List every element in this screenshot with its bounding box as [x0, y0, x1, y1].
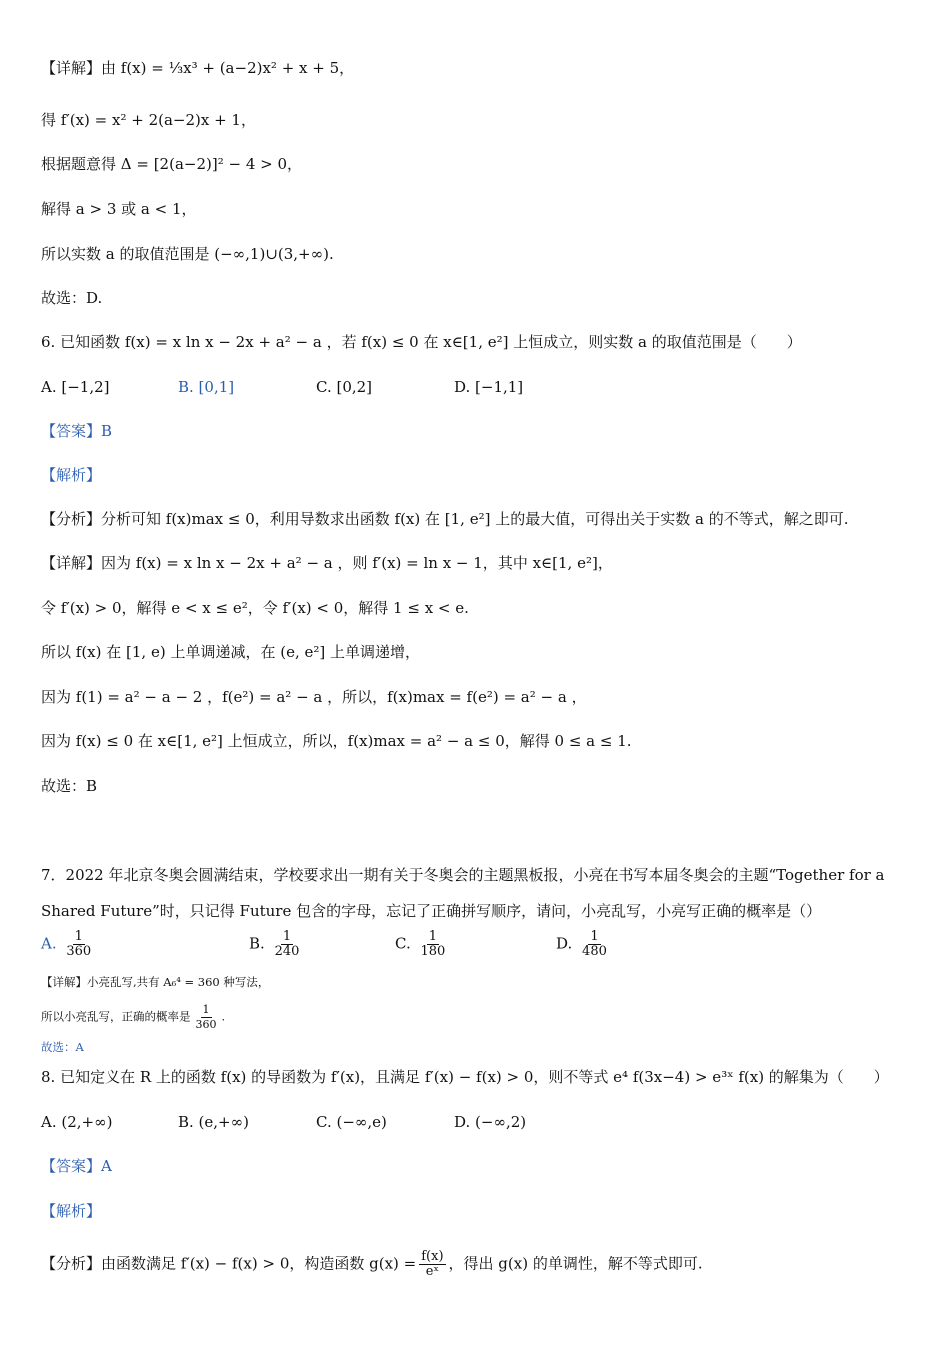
q8-analysis: 【分析】由函数满足 f′(x) − f(x) > 0，构造函数 g(x) = $\frac{f(x)}{\text{eˣ}}$ ，得出 g(x) 的单调性，解不等式即可. — [41, 1249, 703, 1279]
solution-line: 得 f′(x) = x² + 2(a−2)x + 1， — [41, 111, 256, 129]
q6-conclusion: 故选：B — [41, 777, 98, 795]
q7-detail-line: 【详解】小亮乱写,共有 A₆⁴ = 360 种写法， — [41, 975, 270, 989]
q7-detail-line: 所以小亮乱写，正确的概率是 $\frac{1}{360}$ . — [41, 1003, 226, 1031]
q8-option-b: B. (e,+∞) — [178, 1113, 249, 1131]
q6-detail-line: 所以 f(x) 在 [1, e) 上单调递减，在 (e, e²] 上单调递增， — [41, 643, 420, 661]
question-7-stem: 7．2022 年北京冬奥会圆满结束，学校要求出一期有关于冬奥会的主题黑板报，小亮在书写本届冬奥会的主题“Together for a — [41, 866, 885, 884]
q6-option-c: C. [0,2] — [316, 378, 373, 396]
q6-option-a: A. [−1,2] — [41, 378, 110, 396]
question-8-stem: 8. 已知定义在 R 上的函数 f(x) 的导函数为 f′(x)，且满足 f′(x) − f(x) > 0，则不等式 e⁴ f(3x−4) > e³ˣ f(x) 的解集为（ ） — [41, 1068, 889, 1086]
q6-detail-line: 因为 f(1) = a² − a − 2 ，f(e²) = a² − a ，所以，f(x)max = f(e²) = a² − a ， — [41, 688, 587, 706]
q7-conclusion: 故选：A — [41, 1040, 84, 1054]
question-7-stem-cont: Shared Future”时，只记得 Future 包含的字母，忘记了正确拼写顺序，请问，小亮乱写，小亮写正确的概率是（） — [41, 902, 822, 920]
solution-line: 解得 a > 3 或 a < 1， — [41, 200, 197, 218]
q6-analysis: 【分析】分析可知 f(x)max ≤ 0，利用导数求出函数 f(x) 在 [1, e²] 上的最大值，可得出关于实数 a 的不等式，解之即可. — [41, 510, 849, 528]
q7-option-a: A. $\frac{1}{360}$ — [41, 929, 92, 959]
q6-answer: 【答案】B — [41, 422, 113, 440]
q6-analysis-heading: 【解析】 — [41, 466, 102, 484]
conclusion-line: 故选：D. — [41, 289, 103, 307]
q8-option-d: D. (−∞,2) — [454, 1113, 527, 1131]
q6-detail-line: 因为 f(x) ≤ 0 在 x∈[1, e²] 上恒成立，所以，f(x)max = a² − a ≤ 0，解得 0 ≤ a ≤ 1. — [41, 732, 632, 750]
solution-line: 所以实数 a 的取值范围是 (−∞,1)∪(3,+∞). — [41, 245, 334, 263]
q6-detail-line: 【详解】因为 f(x) = x ln x − 2x + a² − a ，则 f′(x) = ln x − 1，其中 x∈[1, e²]， — [41, 554, 613, 572]
q8-option-c: C. (−∞,e) — [316, 1113, 387, 1131]
q6-detail-line: 令 f′(x) > 0，解得 e < x ≤ e²，令 f′(x) < 0，解得 1 ≤ x < e. — [41, 599, 469, 617]
question-6-stem: 6. 已知函数 f(x) = x ln x − 2x + a² − a ，若 f(x) ≤ 0 在 x∈[1, e²] 上恒成立，则实数 a 的取值范围是（ ） — [41, 333, 802, 351]
solution-line: 根据题意得 Δ = [2(a−2)]² − 4 > 0， — [41, 155, 303, 173]
solution-line: 【详解】由 f(x) = ⅓x³ + (a−2)x² + x + 5， — [41, 59, 355, 77]
q7-option-c: C. $\frac{1}{180}$ — [395, 929, 446, 959]
q7-option-b: B. $\frac{1}{240}$ — [249, 929, 300, 959]
q6-option-d: D. [−1,1] — [454, 378, 524, 396]
q7-option-d: D. $\frac{1}{480}$ — [556, 929, 607, 959]
q8-answer: 【答案】A — [41, 1157, 112, 1175]
q8-option-a: A. (2,+∞) — [41, 1113, 113, 1131]
q8-analysis-heading: 【解析】 — [41, 1202, 102, 1220]
q6-option-b: B. [0,1] — [178, 378, 235, 396]
